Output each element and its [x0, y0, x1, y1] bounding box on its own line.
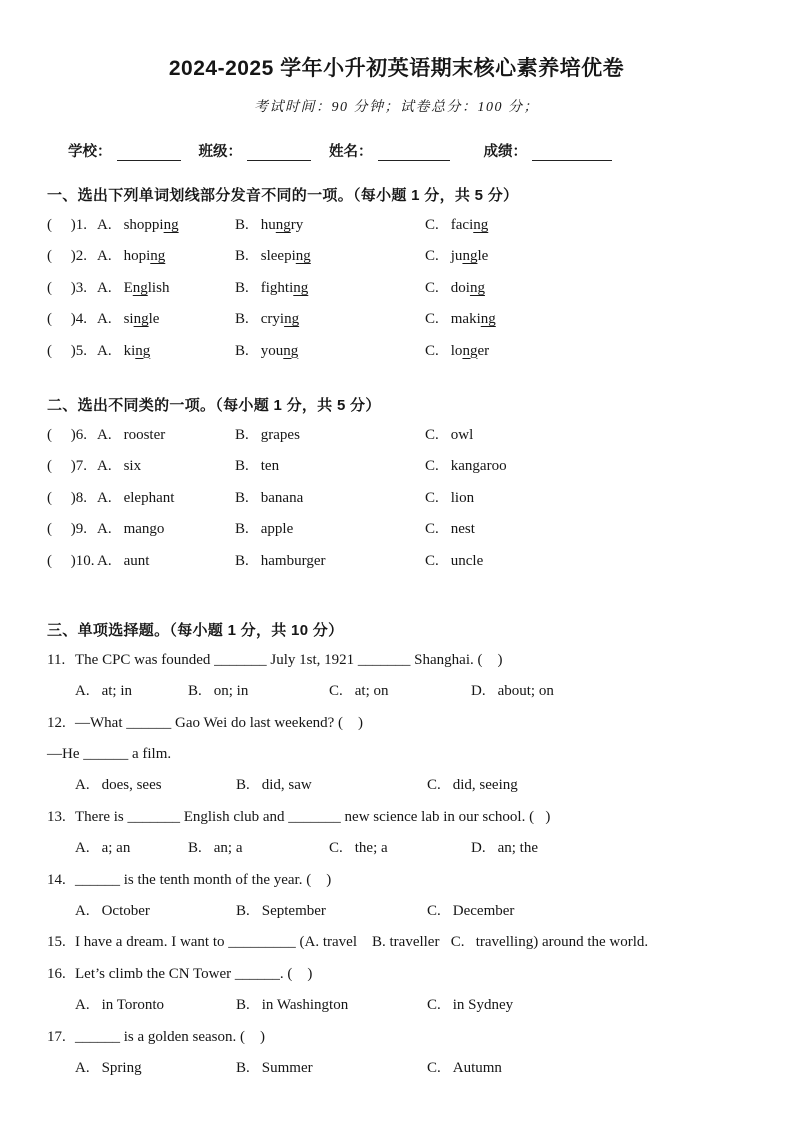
option-label: C. — [427, 997, 441, 1014]
word-underlined-part: ng — [283, 342, 299, 359]
answer-bracket-number: ( )5. — [47, 342, 87, 359]
option-label: C. — [427, 777, 441, 794]
option-text: at; on — [354, 683, 389, 700]
word-pre: sleepi — [260, 248, 296, 265]
question-11-options — [75, 676, 793, 707]
option-label: A. — [75, 683, 90, 700]
option-label: A. — [97, 552, 112, 569]
option-text: an; the — [497, 840, 538, 857]
option-d — [471, 840, 538, 856]
option-text: Spring — [101, 1059, 142, 1076]
option-label: C. — [425, 426, 439, 443]
option-label: C. — [425, 248, 439, 265]
name-label: 姓名： — [329, 144, 373, 160]
question-text: —He ______ a film. — [47, 746, 172, 763]
word-underlined-part: ng — [462, 248, 478, 265]
option-text: grapes — [260, 426, 300, 443]
option-label: A. — [97, 521, 112, 538]
word-underlined-part: ng — [133, 311, 149, 328]
option-label: A. — [97, 311, 112, 328]
question-row-8 — [47, 483, 793, 514]
info-field-name — [329, 140, 450, 161]
question-11 — [47, 645, 793, 676]
word-underlined-part: ng — [284, 311, 300, 328]
option-label: C. — [425, 217, 439, 233]
option-text: lion — [450, 489, 475, 506]
option-text: owl — [450, 426, 474, 443]
option-text: in Washington — [261, 997, 349, 1014]
option-label: B. — [235, 248, 249, 265]
option-label: A. — [97, 279, 112, 296]
option-a — [75, 990, 236, 1021]
question-row-1 — [47, 210, 793, 241]
question-row-7 — [47, 451, 793, 482]
question-text: ______ is a golden season. ( ) — [75, 1028, 265, 1045]
option-label: B. — [188, 683, 202, 700]
option-text: banana — [260, 489, 304, 506]
option-text: kangaroo — [450, 458, 507, 475]
section-1-items — [0, 210, 793, 367]
option-a — [97, 304, 235, 335]
option-label: C. — [425, 521, 439, 538]
option-b — [235, 304, 425, 335]
option-label: B. — [236, 1059, 250, 1076]
option-text: mango — [123, 521, 165, 538]
exam-meta-line: 考试时间：90 分钟；试卷总分：100 分； — [254, 100, 539, 115]
question-text: Let’s climb the CN Tower ______. ( ) — [75, 965, 313, 982]
option-a — [97, 336, 235, 367]
option-label: B. — [236, 997, 250, 1014]
word-pre: E — [123, 279, 133, 296]
score-blank-line — [532, 145, 612, 161]
option-label: A. — [97, 217, 112, 233]
option-text: Summer — [261, 1059, 313, 1076]
option-c — [427, 777, 518, 793]
section-3-heading: 三、单项选择题。（每小题 1 分，共 10 分） — [47, 621, 344, 639]
word-underlined-part: ng — [295, 248, 311, 265]
option-label: C. — [425, 342, 439, 359]
question-12-answer-line — [47, 739, 793, 770]
word-pre: hu — [260, 217, 276, 233]
option-c — [329, 833, 471, 864]
option-label: B. — [235, 279, 249, 296]
answer-bracket-number: ( )9. — [47, 521, 87, 538]
question-17 — [47, 1022, 793, 1053]
option-c — [425, 217, 488, 233]
option-label: D. — [471, 683, 486, 700]
option-c — [425, 343, 489, 359]
word-underlined-part: ng — [163, 217, 179, 233]
answer-bracket-number: ( )2. — [47, 248, 87, 265]
option-text: December — [452, 903, 515, 920]
school-label: 学校： — [68, 144, 112, 160]
info-field-score — [484, 140, 613, 161]
question-16 — [47, 959, 793, 990]
option-c — [425, 553, 483, 569]
option-label: A. — [97, 489, 112, 506]
question-12 — [47, 708, 793, 739]
score-label: 成绩： — [483, 144, 527, 160]
question-row-3 — [47, 273, 793, 304]
option-c — [425, 427, 473, 443]
word-post: er — [477, 342, 490, 359]
option-label: B. — [235, 552, 249, 569]
word-pre: hopi — [123, 248, 151, 265]
option-label: B. — [235, 489, 249, 506]
option-a — [75, 1053, 236, 1084]
option-label: B. — [236, 777, 250, 794]
option-a — [75, 770, 236, 801]
option-b — [235, 273, 425, 304]
word-underlined-part: ng — [462, 342, 478, 359]
option-text: September — [261, 903, 326, 920]
section-2-items — [0, 420, 793, 577]
option-text: uncle — [450, 552, 484, 569]
option-b — [236, 990, 427, 1021]
question-16-options — [75, 990, 793, 1021]
question-number: 14. — [47, 871, 66, 888]
word-post: le — [477, 248, 489, 265]
option-text: in Toronto — [101, 997, 165, 1014]
question-text: I have a dream. I want to _________ (A. travel B. traveller C. travelling) around the world. — [75, 934, 649, 951]
option-a — [97, 514, 235, 545]
info-field-class — [199, 140, 312, 161]
option-label: A. — [97, 426, 112, 443]
option-a — [97, 420, 235, 451]
word-pre: maki — [450, 311, 481, 328]
question-row-10 — [47, 546, 793, 577]
question-13 — [47, 802, 793, 833]
name-blank-line — [378, 145, 450, 161]
option-a — [97, 210, 235, 241]
section-1-heading: 一、选出下列单词划线部分发音不同的一项。（每小题 1 分，共 5 分） — [47, 187, 519, 204]
question-row-6 — [47, 420, 793, 451]
option-label: C. — [425, 552, 439, 569]
answer-bracket-number: ( )10. — [47, 552, 95, 569]
option-text: did, saw — [261, 777, 312, 794]
option-c — [427, 903, 514, 919]
option-b — [236, 896, 427, 927]
option-b — [188, 676, 329, 707]
option-label: C. — [425, 279, 439, 296]
word-underlined-part: ng — [469, 279, 485, 296]
option-c — [425, 280, 485, 296]
word-pre: fighti — [260, 279, 294, 296]
option-label: B. — [235, 217, 249, 233]
option-text: ten — [260, 458, 280, 475]
page-title: 2024-2025 学年小升初英语期末核心素养培优卷 — [168, 57, 625, 80]
question-14-options — [75, 896, 793, 927]
word-underlined-part: ng — [275, 217, 291, 233]
word-pre: shoppi — [123, 217, 164, 233]
option-c — [425, 311, 496, 327]
option-text: hamburger — [260, 552, 326, 569]
option-label: B. — [235, 426, 249, 443]
option-label: A. — [75, 1059, 90, 1076]
option-c — [425, 521, 475, 537]
option-text: does, sees — [101, 777, 162, 794]
question-text: The CPC was founded _______ July 1st, 1921 _______ Shanghai. ( ) — [75, 651, 503, 668]
answer-bracket-number: ( )3. — [47, 279, 87, 296]
option-a — [97, 483, 235, 514]
word-pre: you — [260, 342, 284, 359]
option-b — [236, 1053, 427, 1084]
option-c — [427, 1060, 502, 1076]
option-a — [97, 451, 235, 482]
word-pre: lo — [450, 342, 463, 359]
question-row-4 — [47, 304, 793, 335]
question-number: 11. — [47, 651, 66, 668]
school-blank-line — [117, 145, 181, 161]
question-14 — [47, 865, 793, 896]
student-info-line — [68, 140, 793, 161]
question-row-2 — [47, 241, 793, 272]
word-pre: si — [123, 311, 134, 328]
word-underlined-part: ng — [480, 311, 496, 328]
word-pre: faci — [450, 217, 474, 233]
option-label: B. — [235, 342, 249, 359]
option-label: A. — [97, 248, 112, 265]
question-number: 17. — [47, 1028, 66, 1045]
option-text: about; on — [497, 683, 554, 700]
option-a — [97, 241, 235, 272]
section-3-items — [0, 645, 793, 1084]
option-label: B. — [235, 458, 249, 475]
option-text: at; in — [101, 683, 133, 700]
question-number: 15. — [47, 934, 66, 951]
option-label: C. — [427, 903, 441, 920]
option-text: a; an — [101, 840, 131, 857]
option-text: nest — [450, 521, 475, 538]
option-a — [75, 676, 188, 707]
option-label: A. — [75, 840, 90, 857]
option-b — [235, 483, 425, 514]
option-text: on; in — [213, 683, 249, 700]
question-number: 12. — [47, 714, 66, 731]
option-b — [188, 833, 329, 864]
option-label: C. — [425, 311, 439, 328]
option-c — [425, 490, 474, 506]
section-2-heading: 二、选出不同类的一项。（每小题 1 分，共 5 分） — [47, 396, 381, 414]
option-label: A. — [75, 903, 90, 920]
option-b — [235, 336, 425, 367]
option-label: C. — [425, 489, 439, 506]
option-text: did, seeing — [452, 777, 518, 794]
class-label: 班级： — [198, 144, 242, 160]
option-c — [427, 997, 513, 1013]
option-a — [97, 273, 235, 304]
option-label: D. — [471, 840, 486, 857]
word-underlined-part: ng — [132, 279, 148, 296]
question-text: ______ is the tenth month of the year. ( ) — [75, 871, 332, 888]
option-b — [235, 420, 425, 451]
option-label: A. — [75, 777, 90, 794]
option-b — [235, 241, 425, 272]
option-text: six — [123, 458, 142, 475]
question-12-options — [75, 770, 793, 801]
word-pre: ju — [450, 248, 463, 265]
question-row-9 — [47, 514, 793, 545]
option-a — [97, 546, 235, 577]
word-underlined-part: ng — [135, 342, 151, 359]
option-text: elephant — [123, 489, 175, 506]
option-text: apple — [260, 521, 294, 538]
option-label: A. — [97, 458, 112, 475]
option-label: C. — [329, 683, 343, 700]
answer-bracket-number: ( )8. — [47, 489, 87, 506]
option-text: aunt — [123, 552, 150, 569]
answer-bracket-number: ( )1. — [47, 217, 87, 233]
option-b — [235, 514, 425, 545]
option-label: C. — [329, 840, 343, 857]
option-c — [425, 458, 507, 474]
option-text: an; a — [213, 840, 243, 857]
word-post: lish — [147, 279, 170, 296]
question-number: 13. — [47, 808, 66, 825]
word-post: ry — [290, 217, 304, 233]
info-field-school — [68, 140, 181, 161]
option-label: B. — [235, 521, 249, 538]
word-pre: cryi — [260, 311, 285, 328]
option-text: rooster — [123, 426, 166, 443]
option-label: B. — [188, 840, 202, 857]
question-15 — [47, 927, 793, 958]
question-13-options — [75, 833, 793, 864]
option-label: B. — [235, 311, 249, 328]
word-underlined-part: ng — [293, 279, 309, 296]
option-d — [471, 683, 554, 699]
option-b — [236, 770, 427, 801]
option-a — [75, 833, 188, 864]
option-text: October — [101, 903, 150, 920]
option-a — [75, 896, 236, 927]
option-text: Autumn — [452, 1059, 502, 1076]
option-label: B. — [236, 903, 250, 920]
question-text: —What ______ Gao Wei do last weekend? ( ) — [75, 714, 364, 731]
option-c — [329, 676, 471, 707]
option-b — [235, 451, 425, 482]
word-pre: doi — [450, 279, 470, 296]
question-number: 16. — [47, 965, 66, 982]
answer-bracket-number: ( )6. — [47, 426, 87, 443]
answer-bracket-number: ( )7. — [47, 458, 87, 475]
option-text: the; a — [354, 840, 388, 857]
answer-bracket-number: ( )4. — [47, 311, 87, 328]
question-text: There is _______ English club and _______ new science lab in our school. ( ) — [75, 808, 551, 825]
word-underlined-part: ng — [473, 217, 489, 233]
class-blank-line — [247, 145, 311, 161]
option-label: C. — [427, 1059, 441, 1076]
option-text: in Sydney — [452, 997, 514, 1014]
word-post: le — [148, 311, 160, 328]
option-label: C. — [425, 458, 439, 475]
word-underlined-part: ng — [150, 248, 166, 265]
option-b — [235, 210, 425, 241]
question-17-options — [75, 1053, 793, 1084]
option-b — [235, 546, 425, 577]
option-c — [425, 248, 488, 264]
question-row-5 — [47, 336, 793, 367]
option-label: A. — [75, 997, 90, 1014]
option-label: A. — [97, 342, 112, 359]
word-pre: ki — [123, 342, 136, 359]
